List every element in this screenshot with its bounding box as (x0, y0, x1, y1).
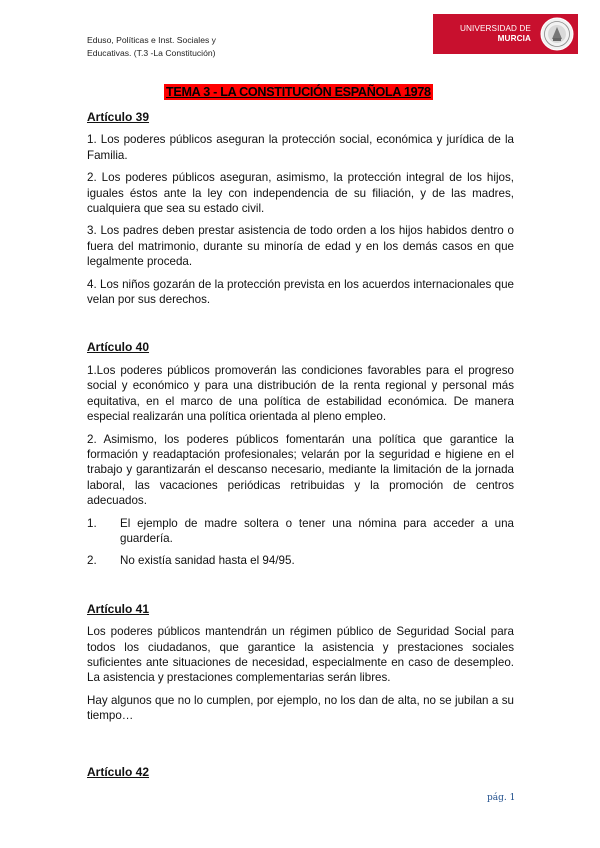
logo-line-2: MURCIA (497, 34, 531, 43)
note-number: 2. (87, 554, 97, 568)
university-seal-icon (540, 17, 574, 51)
note-text: No existía sanidad hasta el 94/95. (120, 554, 295, 568)
article-40-heading: Artículo 40 (87, 340, 150, 355)
article-39-paragraph-4: 4. Los niños gozarán de la protección prevista en los acuerdos internacionales que velan por sus derechos. (87, 277, 514, 307)
article-41-heading: Artículo 41 (87, 601, 150, 616)
article-39-paragraph-2: 2. Los poderes públicos aseguran, asimismo, la protección integral de los hijos, iguales éstos ante la ley con independencia de su filiación, y de las madres, cualquiera que sea su estado civil. (87, 171, 514, 216)
page-number: pág. 1 (487, 793, 516, 803)
article-40-paragraph-2: 2. Asimismo, los poderes públicos fomentarán una política que garantice la formación y readaptación profesionales; velarán por la seguridad e higiene en el trabajo y garantizarán el descanso necesario, mediante la limitación de la jornada laboral, las vacaciones periódicas retribuidas y la promoción de centros adecuados. (87, 432, 514, 508)
note-text: El ejemplo de madre soltera o tener una nómina para acceder a una guardería. (120, 516, 514, 545)
article-42-heading: Artículo 42 (87, 764, 150, 779)
document-title: TEMA 3 - LA CONSTITUCIÓN ESPAÑOLA 1978 (166, 85, 431, 99)
article-40-paragraph-1: 1.Los poderes públicos promoverán las condiciones favorables para el progreso social y económico y para una distribución de la renta regional y personal más equitativa, en el marco de una política de estabilidad económica. De manera especial realizarán una política orientada al pleno empleo. (87, 363, 514, 424)
document-body (87, 108, 514, 787)
article-39-paragraph-1: 1. Los poderes públicos aseguran la protección social, económica y jurídica de la Familia. (87, 133, 514, 162)
header-line-2: Educativas. (T.3 -La Constitución) (87, 48, 216, 58)
article-41-paragraph-1: Los poderes públicos mantendrán un régimen público de Seguridad Social para todos los ciudadanos, que garantice la asistencia y prestaciones sociales suficientes ante situaciones de necesidad, especialmente en caso de desempleo. La asistencia y prestaciones complementarias serán libres. (87, 625, 514, 685)
article-39-paragraph-3: 3. Los padres deben prestar asistencia de todo orden a los hijos habidos dentro o fuera del matrimonio, durante su minoría de edad y en los demás casos en que legalmente proceda. (87, 224, 514, 269)
header-line-1: Eduso, Políticas e Inst. Sociales y (87, 35, 216, 45)
article-41-paragraph-2: Hay algunos que no lo cumplen, por ejemplo, no los dan de alta, no se jubilan a su tiempo… (87, 693, 514, 723)
article-40-note-1 (87, 516, 514, 547)
university-logo (433, 14, 578, 54)
note-number: 1. (87, 516, 97, 530)
logo-line-1: UNIVERSIDAD DE (459, 24, 531, 33)
article-39-heading: Artículo 39 (87, 110, 150, 124)
document-header (87, 34, 216, 60)
article-40-note-2 (87, 553, 514, 568)
logo-text (433, 24, 531, 44)
